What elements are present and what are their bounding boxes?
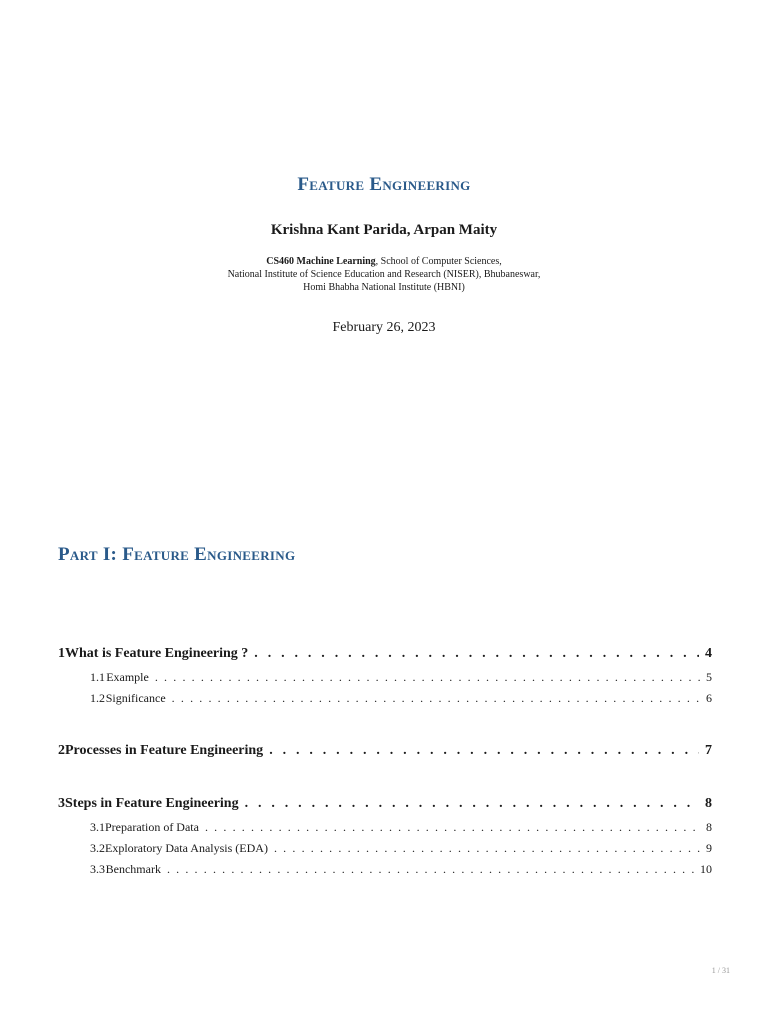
document-date: February 26, 2023 — [332, 320, 436, 335]
toc-label[interactable]: Exploratory Data Analysis (EDA) — [105, 841, 268, 855]
toc-entry[interactable] — [58, 645, 712, 663]
toc-page-number: 6 — [706, 691, 712, 705]
toc-number: 3.1 — [90, 820, 105, 834]
toc-label[interactable]: Steps in Feature Engineering — [65, 796, 239, 811]
toc-page-number: 10 — [700, 862, 712, 876]
part-title: Part I: Feature Engineering — [58, 544, 296, 565]
toc-leader-dots — [269, 742, 699, 760]
toc-subentry[interactable] — [58, 840, 712, 856]
toc-subentry[interactable] — [58, 861, 712, 877]
toc-number: 2 — [58, 743, 65, 758]
toc-leader-dots — [205, 819, 700, 835]
toc-section-2 — [58, 742, 712, 760]
document-title: Feature Engineering — [297, 174, 471, 195]
toc-number: 3.3 — [90, 862, 105, 876]
affiliation-line-1-rest: , School of Computer Sciences, — [375, 256, 502, 267]
toc-label[interactable]: Significance — [105, 691, 166, 705]
course-name: CS460 Machine Learning — [266, 256, 376, 267]
toc-leader-dots — [274, 840, 700, 856]
toc-label[interactable]: Processes in Feature Engineering — [65, 743, 264, 758]
toc-page-number: 7 — [705, 743, 712, 758]
toc-leader-dots — [254, 645, 699, 663]
toc-page-number: 5 — [706, 670, 712, 684]
toc-label[interactable]: Preparation of Data — [105, 820, 199, 834]
toc-leader-dots — [245, 795, 699, 813]
toc-number: 3.2 — [90, 841, 105, 855]
toc-page-number: 4 — [705, 646, 712, 661]
toc-entry[interactable] — [58, 795, 712, 813]
toc-entry[interactable] — [58, 742, 712, 760]
toc-number: 1.2 — [90, 691, 105, 705]
toc-section-1 — [58, 645, 712, 706]
toc-leader-dots — [167, 861, 694, 877]
toc-subentry[interactable] — [58, 690, 712, 706]
affiliation — [0, 255, 768, 294]
toc-number: 1 — [58, 646, 65, 661]
toc-number: 3 — [58, 796, 65, 811]
toc-subentry[interactable] — [58, 669, 712, 685]
toc-page-number: 9 — [706, 841, 712, 855]
affiliation-line-2: National Institute of Science Education and Research (NISER), Bhubaneswar, — [227, 269, 541, 280]
affiliation-line-3: Homi Bhabha National Institute (HBNI) — [303, 282, 465, 293]
toc-leader-dots — [172, 690, 700, 706]
toc-page-number: 8 — [705, 796, 712, 811]
toc-subentry[interactable] — [58, 819, 712, 835]
toc-label[interactable]: What is Feature Engineering ? — [65, 646, 249, 661]
toc-label[interactable]: Example — [106, 670, 149, 684]
page-indicator: 1 / 31 — [711, 966, 730, 975]
toc-label[interactable]: Benchmark — [105, 862, 161, 876]
toc-page-number: 8 — [706, 820, 712, 834]
title-block — [0, 172, 768, 337]
toc-leader-dots — [155, 669, 700, 685]
toc-section-3 — [58, 795, 712, 877]
toc-number: 1.1 — [90, 670, 105, 684]
authors: Krishna Kant Parida, Arpan Maity — [270, 222, 498, 238]
affiliation-line-1 — [0, 255, 768, 268]
